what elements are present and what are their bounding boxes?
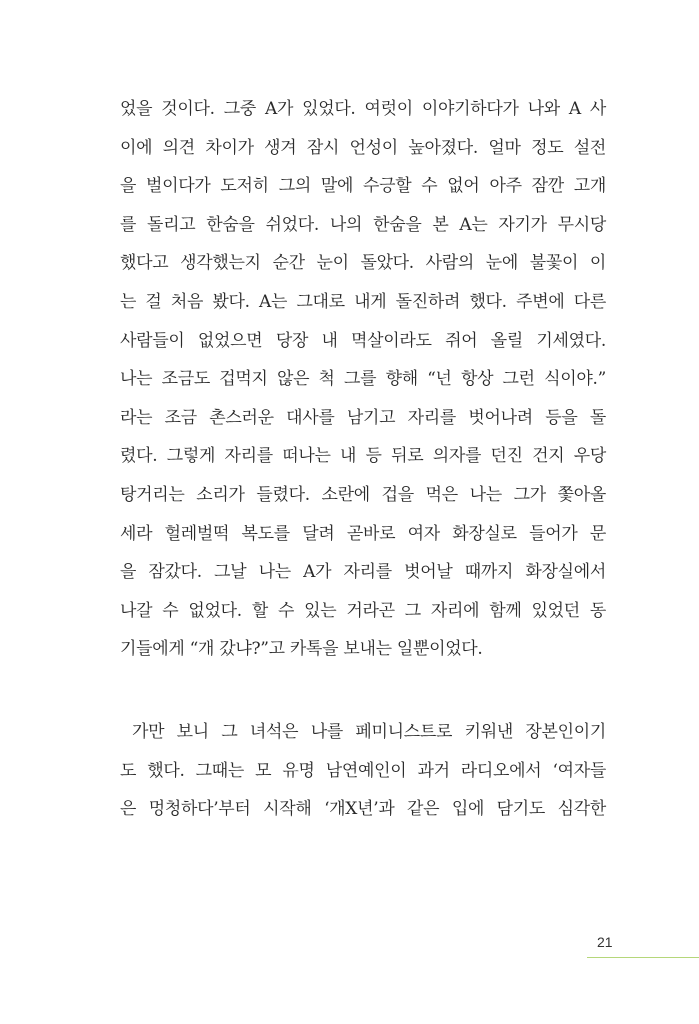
text-line: 나갈 수 없었다. 할 수 있는 거라곤 그 자리에 함께 있었던 동 — [120, 600, 606, 621]
text-line: 도 했다. 그때는 모 유명 남연예인이 과거 라디오에서 ‘여자들 — [120, 760, 606, 781]
text-line: 을 벌이다가 도저히 그의 말에 수긍할 수 없어 아주 잠깐 고개 — [120, 176, 606, 197]
text-line: 세라 헐레벌떡 복도를 달려 곧바로 여자 화장실로 들어가 문 — [120, 523, 606, 544]
paragraph-2 — [120, 713, 606, 829]
text-line: 를 돌리고 한숨을 쉬었다. 나의 한숨을 본 A는 자기가 무시당 — [120, 214, 606, 235]
text-line: 나는 조금도 겁먹지 않은 척 그를 향해 “넌 항상 그런 식이야.” — [120, 369, 606, 390]
text-line: 사람들이 없었으면 당장 내 멱살이라도 쥐어 올릴 기세였다. — [120, 330, 606, 351]
paragraph-gap — [120, 669, 606, 713]
text-line: 렸다. 그렇게 자리를 떠나는 내 등 뒤로 의자를 던진 건지 우당 — [120, 446, 606, 467]
text-line: 기들에게 “개 갔냐?”고 카톡을 보내는 일뿐이었다. — [120, 639, 483, 660]
text-line: 는 걸 처음 봤다. A는 그대로 내게 돌진하려 했다. 주변에 다른 — [120, 291, 606, 312]
text-line: 가만 보니 그 녀석은 나를 페미니스트로 키워낸 장본인이기 — [132, 721, 606, 742]
text-line: 이에 의견 차이가 생겨 잠시 언성이 높아졌다. 얼마 정도 설전 — [120, 137, 606, 158]
text-line: 을 잠갔다. 그날 나는 A가 자리를 벗어날 때까지 화장실에서 — [120, 562, 606, 583]
paragraph-1 — [120, 90, 606, 669]
body-text — [120, 90, 606, 829]
text-line: 은 멍청하다’부터 시작해 ‘개X년’과 같은 입에 담기도 심각한 — [120, 799, 606, 820]
text-line: 라는 조금 촌스러운 대사를 남기고 자리를 벗어나려 등을 돌 — [120, 407, 606, 428]
page-number: 21 — [597, 934, 613, 950]
text-line: 탕거리는 소리가 들렸다. 소란에 겁을 먹은 나는 그가 쫓아올 — [120, 484, 606, 505]
text-line: 었을 것이다. 그중 A가 있었다. 여럿이 이야기하다가 나와 A 사 — [120, 99, 606, 119]
footer-rule — [587, 957, 699, 958]
text-line: 했다고 생각했는지 순간 눈이 돌았다. 사람의 눈에 불꽃이 이 — [120, 253, 606, 274]
